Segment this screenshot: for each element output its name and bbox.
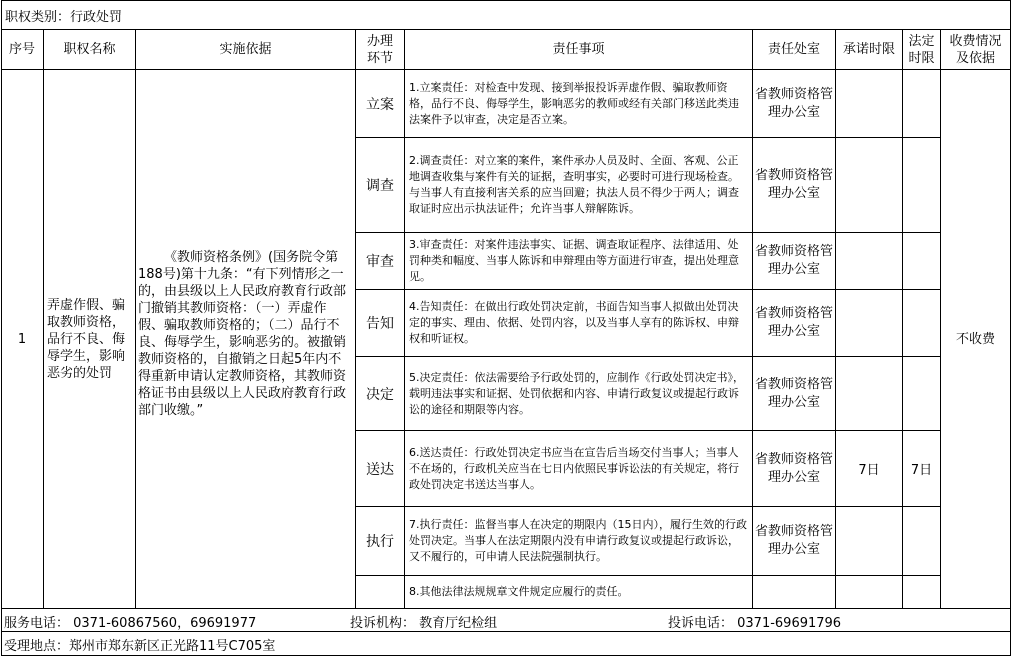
- stage-delivery: 送达: [366, 461, 394, 478]
- duty-other: [405, 576, 752, 608]
- duty-notice: [405, 290, 752, 356]
- stage-notice: 告知: [366, 316, 394, 332]
- frame-top: [1, 0, 1011, 1]
- office-review: 省教师资格管理办公室: [754, 244, 833, 277]
- office-execution: 省教师资格管理办公室: [754, 524, 833, 557]
- table-bottom-rule: [1, 608, 1011, 609]
- col-rule-6: [835, 29, 836, 609]
- header-stage: 办理环节: [366, 33, 393, 66]
- header-promise: 承诺时限: [842, 42, 895, 57]
- stage-decision: 决定: [366, 386, 394, 403]
- address: 受理地点：郑州市郑东新区正光路11号C705室: [4, 639, 276, 654]
- stage-filing: 立案: [366, 96, 394, 113]
- stage-review: 审查: [366, 254, 394, 270]
- header-legal: 法定时限: [908, 33, 935, 66]
- duty-investigation-text: 2.调查责任：对立案的案件，案件承办人员及时、全面、客观、公正地调查收集与案件有关的证据，查明事实，必要时可进行现场检查。与当事人有直接利害关系的应当回避；执法人员不得少于两人；调查取证时应出示执法证件；允许当事人辩解陈诉。: [409, 154, 739, 215]
- duty-notice-text: 4.告知责任：在做出行政处罚决定前，书面告知当事人拟做出处罚决定的事实、理由、依据、处罚内容，以及当事人享有的陈诉权、申辩权和听证权。: [409, 300, 739, 345]
- stage-investigation: 调查: [366, 178, 394, 194]
- office-decision: 省教师资格管理办公室: [754, 376, 833, 410]
- header-office: 责任处室: [767, 42, 820, 57]
- header-basis: 实施依据: [219, 42, 272, 57]
- basis-cell: [136, 70, 355, 608]
- header-name: 职权名称: [63, 42, 116, 57]
- fee-value: 不收费: [955, 331, 995, 347]
- duty-review-text: 3.审查责任：对案件违法事实、证据、调查取证程序、法律适用、处罚种类和幅度、当事人陈诉和申辩理由等方面进行审查，提出处理意见。: [409, 238, 739, 283]
- office-notice: 省教师资格管理办公室: [754, 306, 833, 339]
- power-name-cell: [44, 70, 135, 608]
- row-seq: 1: [17, 331, 27, 347]
- stage-execution: 执行: [366, 534, 394, 550]
- header-duty: 责任事项: [552, 42, 605, 57]
- duty-review: [405, 233, 752, 289]
- complaint-phone: 投诉电话： 0371-69691796: [668, 616, 842, 631]
- duty-other-text: 8.其他法律法规规章文件规定应履行的责任。: [409, 585, 629, 598]
- footer-mid-rule: [1, 631, 1011, 632]
- complaint-org: 投诉机构： 教育厅纪检组: [350, 616, 498, 631]
- office-investigation: 省教师资格管理办公室: [754, 168, 833, 201]
- power-name: 弄虚作假、骗取教师资格，品行不良、侮辱学生，影响恶劣的处罚: [47, 297, 126, 381]
- col-rule-7: [902, 29, 903, 609]
- duty-filing-text: 1.立案责任：对检查中发现、接到举报投诉弄虚作假、骗取教师资格，品行不良、侮辱学生，影响恶劣的教师或经有关部门移送此类违法案件予以审查，决定是否立案。: [409, 80, 739, 126]
- basis-text: 《教师资格条例》(国务院令第188号)第十九条：“有下列情形之一的，由县级以上人民政府教育行政部门撤销其教师资格：（一）弄虚作假、骗取教师资格的；（二）品行不良、侮辱学生，影响恶劣的。被撤销教师资格的，自撤销之日起5年内不得重新申请认定教师资格，其教师资格证书由县级以上人民政府教育行政部门收缴。”: [138, 250, 347, 418]
- office-delivery: 省教师资格管理办公室: [754, 451, 833, 485]
- duty-execution-text: 7.执行责任：监督当事人在决定的期限内（15日内），履行生效的行政处罚决定。当事人在法定期限内没有申请行政复议或提起行政诉讼，又不履行的，可申请人民法院强制执行。: [409, 518, 747, 563]
- office-filing: 省教师资格管理办公室: [754, 86, 833, 120]
- category-label: 职权类别：行政处罚: [5, 10, 123, 25]
- duty-delivery-text: 6.送达责任：行政处罚决定书应当在宣告后当场交付当事人；当事人不在场的，行政机关应当在七日内依照民事诉讼法的有关规定，将行政处罚决定书送达当事人。: [409, 445, 739, 491]
- promise-time: 7日: [858, 463, 880, 478]
- duty-delivery: [405, 431, 752, 506]
- duty-execution: [405, 507, 752, 575]
- header-seq: 序号: [8, 42, 35, 57]
- legal-time: 7日: [910, 463, 933, 478]
- duty-decision: [405, 357, 752, 430]
- service-phone: 服务电话： 0371-60867560，69691977: [4, 616, 257, 631]
- duty-filing: [405, 70, 752, 137]
- duty-investigation: [405, 138, 752, 232]
- frame-right: [1010, 0, 1011, 656]
- duty-decision-text: 5.决定责任：依法需要给予行政处罚的，应制作《行政处罚决定书》，载明违法事实和证据、处罚依据和内容、申请行政复议或提起行政诉讼的途径和期限等内容。: [409, 370, 744, 416]
- header-fee: 收费情况及依据: [949, 33, 1002, 66]
